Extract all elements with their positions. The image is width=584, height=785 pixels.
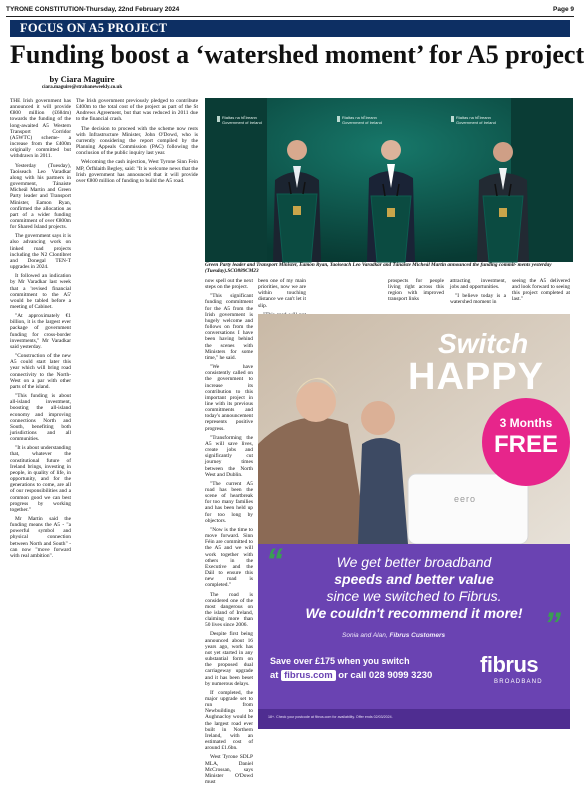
ad-contact: at fibrus.com or call 028 9099 3230 [270,670,433,681]
ad-save-text: Save over £175 when you switch [270,656,410,666]
article-column-1 [10,98,71,730]
ad-switch-text: Switch [438,328,529,359]
article-paragraph: "Construction of the new A5 could start later this year which will bring road connectivity to the North-West on a par with other parts of the island. [10,353,71,390]
article-paragraph: If completed, the major upgrade set to run from Newbuildings to Aughnacloy would be the largest road ever built in Northern Ireland, with an estimated cost of around £1.6bn. [205,689,253,752]
section-banner [10,20,570,37]
article-paragraph: THE Irish government has announced it will provide €800 million (£684m) towards the funding of the long-awaited A5 Western Transport Corridor (A5WTC) scheme- a increase from the £400m originally committed but withdrawn in 2011. [10,98,71,160]
article-paragraph: now spell out the next steps on the project. [205,278,253,291]
headline: Funding boost a ‘watershed moment’ for A5 project [10,40,584,69]
ad-router-brand: eero [454,494,477,504]
article-paragraph: "Transforming the A5 will save lives, create jobs and significantly cut journey times between the North West and Dublin. [205,434,253,478]
article-column-4 [258,278,306,312]
article-paragraph: Mr Martin said the funding means the A5 - "a powerful symbol and physical connection between North and South" - can now "move forward with real ambition". [10,516,71,559]
ad-quote-close-icon: ” [544,606,561,644]
byline-email: ciara.maguire@strabaneweekly.co.uk [41,85,123,90]
article-paragraph: It followed an indication by Mr Varadkar last week that a 'revised financial commitment to the A5' would be tabled before a meeting of Cabinet. [10,273,71,310]
photo-sign-left: Rialtas na hÉireann Government of Ireland [222,115,262,125]
article-paragraph: The road is considered one of the most dangerous on the island of Ireland, claiming more than 50 lives since 2006. [205,591,253,629]
article-column-2 [76,98,198,730]
article-column-3 [205,278,253,785]
article-paragraph: "We have consistently called on the government to increase its contribution to this important project in line with its previous commitments and today's announcement represents positive progress. [205,364,253,432]
photo-caption: Green Party leader and Transport Minister, Eamon Ryan, Taoiseach Leo Varadkar and Tánaiste Micheál Martin announced the funding commit- ments yesterday (Tuesday).SCO889CM23 [205,262,552,274]
article-paragraph: seeing the A5 delivered and look forward to seeing this project completed at last." [512,278,570,303]
masthead-page: Page 9 [553,6,574,13]
ad-months-text: 3 Months [499,416,553,430]
article-paragraph: Welcoming the cash injection, West Tyrone Sinn Fein MP, Órfhlaith Begley, said: "It is welcome news that the Irish government has announced that it will provide over €800 million of funding to build the A5 road. [76,159,198,184]
ad-fibrus-logo-sub: BROADBAND [494,679,543,685]
section-banner-title: FOCUS ON A5 PROJECT [20,21,168,35]
article-paragraph: The decision to proceed with the scheme now rests with Infrastructure Minister, John O'Dowd, who is currently considering the report compiled by the Planning Appeals Commission (PAC) following the conclusion of the public inquiry last year. [76,125,198,157]
ad-terms: 18+. Check your postcode at fibrus.com for availability. Offer ends 02/03/2024. [268,715,393,719]
article-paragraph: prospects for people living right across this region with improved transport links [388,278,444,303]
byline-name: by Ciara Maguire [49,74,115,84]
fibrus-advert [258,314,570,729]
byline [30,74,134,90]
article-paragraph: "This funding is about all-island investment, boosting the all-island economy and improving connections North and South, benefiting both jurisdictions and all communities. [10,393,71,443]
photo-sign-right: Rialtas na hÉireann Government of Ireland [456,115,496,125]
masthead-paper: TYRONE CONSTITUTION-Thursday, 22nd February 2024 [6,6,180,13]
article-paragraph: "I believe today is a watershed moment in [450,293,506,306]
article-paragraph: The government says it is also advancing work on linked road projects including the N2 Clontibret and Donegal TEN-T upgrades in 2024. [10,233,71,271]
article-paragraph: West Tyrone SDLP MLA, Daniel McCrossan, says Minister O'Dowd must [205,754,253,785]
ad-fibrus-logo: fibrus [480,652,539,677]
article-paragraph: Yesterday (Tuesday), Taoiseach Leo Varadkar along with his partners in government, Tánaiste Micheál Martin and Green Party leader and Transport Minister, Eamon Ryan, confirmed the allocation as part of a wider funding commitment of over €800m for Shared Island projects. [10,162,71,231]
press-photo [205,98,573,262]
ad-quote: We get better broadband speeds and better value since we switched to Fibrus. We couldn't recommend it more! [305,554,523,621]
article-paragraph: attracting investment, jobs and opportunities. [450,278,506,291]
masthead [6,4,574,17]
article-paragraph: The Irish government previously pledged to contribute £400m to the total cost of the project as part of the St Andrews Agreement, but that was reduced in 2011 due to the financial crash. [76,98,198,123]
article-paragraph: been one of my main priorities, now we are within touching distance we can't let it slip. [258,278,306,309]
photo-sign-middle: Rialtas na hÉireann Government of Ireland [342,115,382,125]
article-paragraph: "This significant funding commitment for the A5 from the Irish government is hugely welcome and follows on from the conversations I have been having behind the scenes with Ministers for some time," he said. [205,293,253,361]
article-paragraph: "At approximately €1 billion, it is the largest ever package of government funding for cross-border investments," Mr Varadkar said yesterday. [10,313,71,350]
article-paragraph: "Now is the time to move forward. Sinn Féin are committed to the A5 and we will work together with others in the Executive and the Dáil to ensure this new road is completed." [205,526,253,589]
article-paragraph: "The current A5 road has been the scene of heartbreak for too many families and has been held up for too long by objectors. [205,480,253,524]
ad-happy-text: HAPPY [408,356,544,398]
article-paragraph: Despite first being announced about 16 years ago, work has not yet started in any substantial form on the proposed dual carriageway upgrade and it has been beset by numerous delays. [205,631,253,687]
ad-customers: Sonia and Alan, Fibrus Customers [342,632,446,639]
article-paragraph: "It is about understanding that, whatever the constitutional future of Ireland brings, investing in people, in quality of life, in opportunity, and for the generations to come, are all of our responsibilities and a common good we can best progress by working together." [10,445,71,513]
ad-quote-open-icon: “ [266,542,283,580]
ad-free-text: FREE [493,431,558,458]
